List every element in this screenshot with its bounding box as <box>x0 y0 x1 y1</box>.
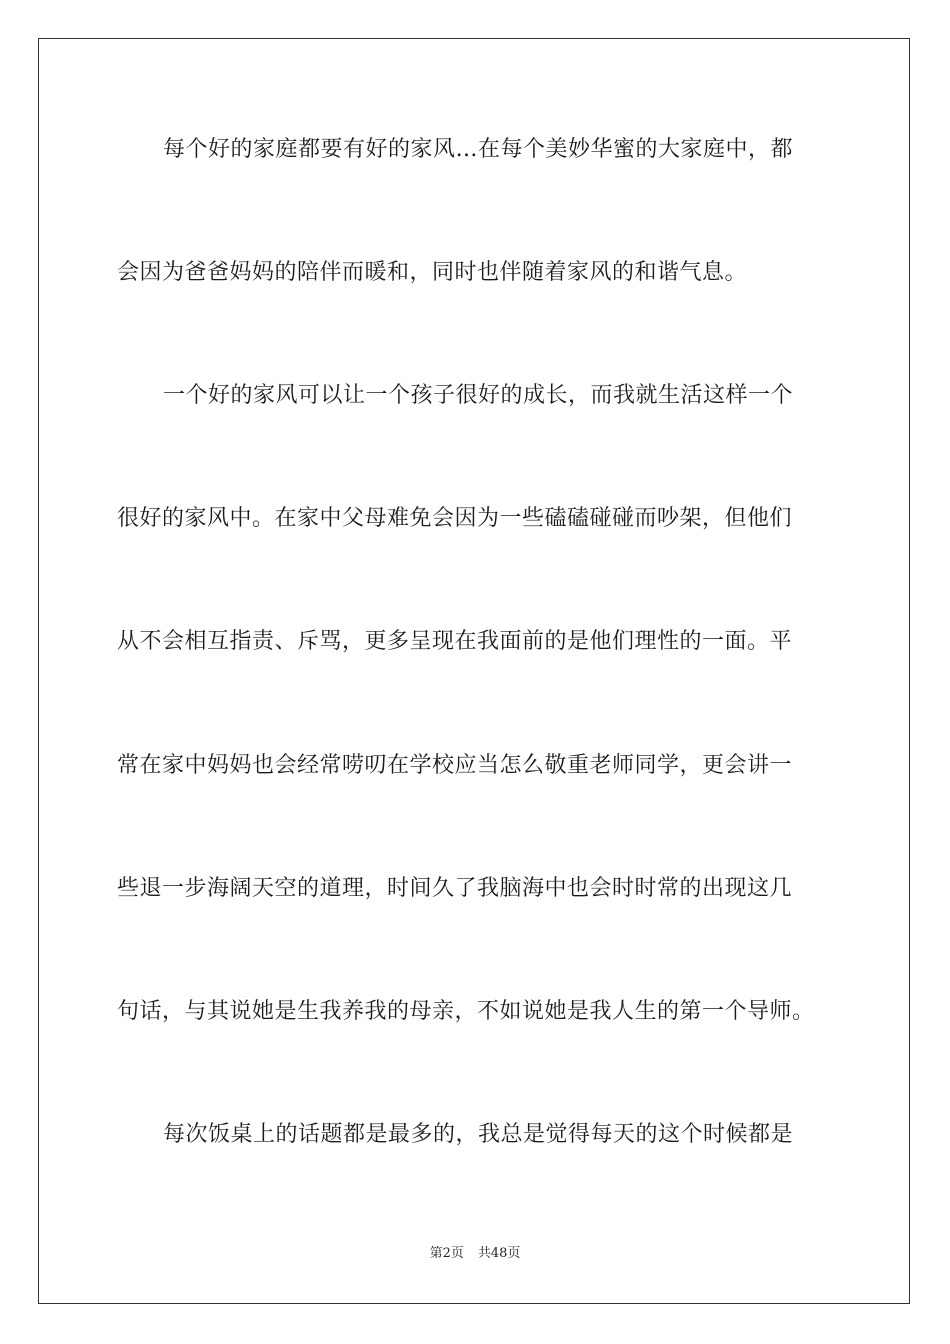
paragraph-2-line-6: 句话，与其说她是生我养我的母亲，不如说她是我人生的第一个导师。 <box>117 999 815 1024</box>
paragraph-2-line-2: 很好的家风中。在家中父母难免会因为一些磕磕碰碰而吵架，但他们 <box>117 506 793 531</box>
paragraph-3-line-1: 每次饭桌上的话题都是最多的，我总是觉得每天的这个时候都是 <box>163 1122 794 1147</box>
paragraph-2-line-4: 常在家中妈妈也会经常唠叨在学校应当怎么敬重老师同学，更会讲一 <box>117 753 793 778</box>
paragraph-1-line-1: 每个好的家庭都要有好的家风…在每个美妙华蜜的大家庭中，都 <box>163 137 794 162</box>
paragraph-2-line-1: 一个好的家风可以让一个孩子很好的成长，而我就生活这样一个 <box>163 383 794 408</box>
page-border <box>38 38 910 1304</box>
paragraph-2-line-5: 些退一步海阔天空的道理，时间久了我脑海中也会时时常的出现这几 <box>117 876 793 901</box>
paragraph-1-line-2: 会因为爸爸妈妈的陪伴而暖和，同时也伴随着家风的和谐气息。 <box>117 260 748 285</box>
page-footer <box>0 1245 950 1263</box>
page-total: 共48页 <box>477 1246 521 1261</box>
paragraph-2-line-3: 从不会相互指责、斥骂，更多呈现在我面前的是他们理性的一面。平 <box>117 629 793 654</box>
page-number: 第2页 <box>429 1246 464 1261</box>
